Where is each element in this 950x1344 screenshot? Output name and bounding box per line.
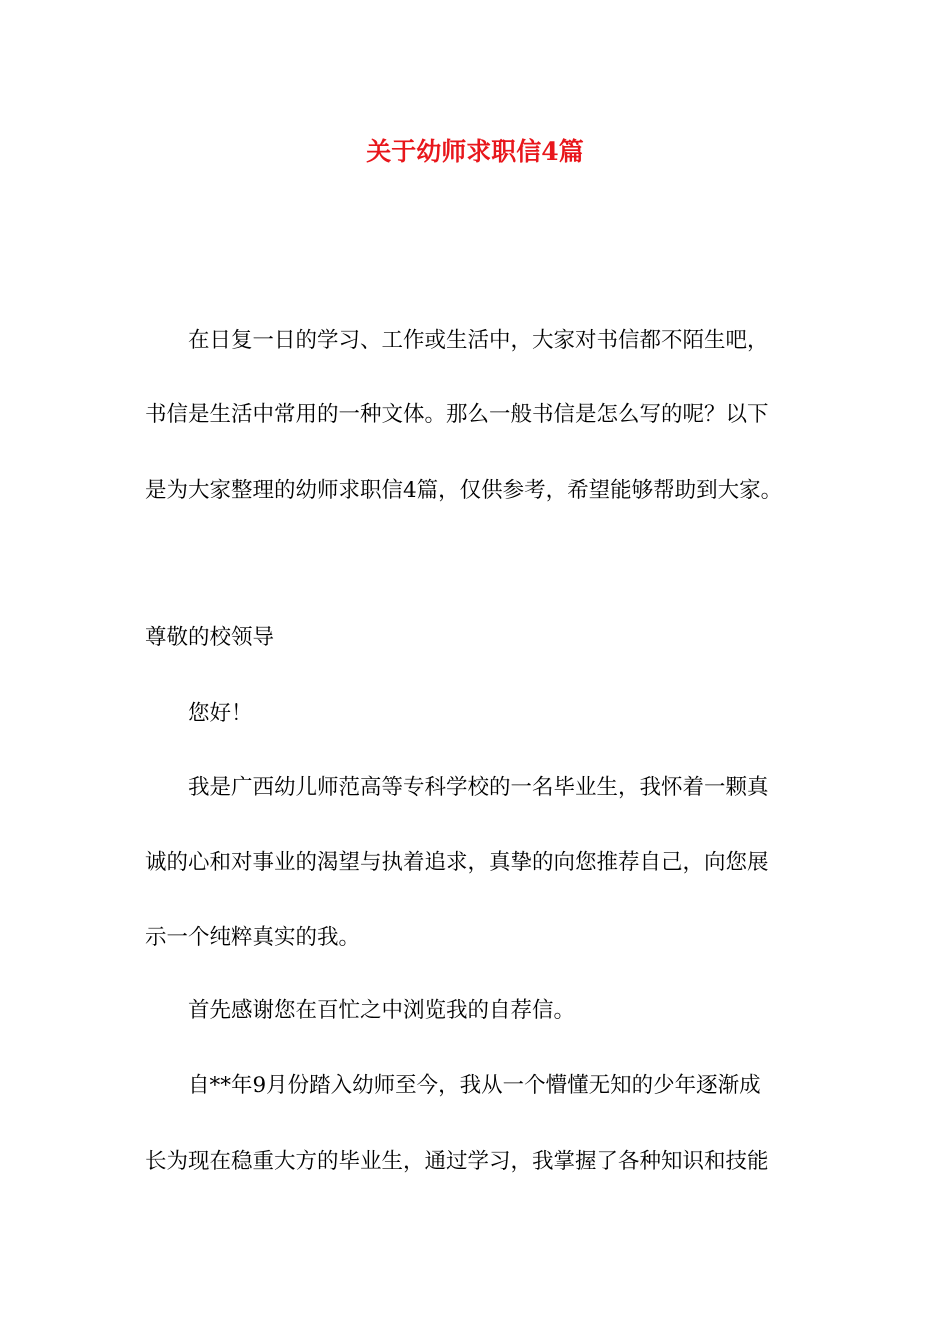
document-title: 关于幼师求职信4篇	[366, 137, 584, 166]
body-line-4: 首先感谢您在百忙之中浏览我的自荐信。	[188, 998, 576, 1023]
body-line-1: 我是广西幼儿师范高等专科学校的一名毕业生，我怀着一颗真	[188, 775, 769, 800]
intro-line-2: 书信是生活中常用的一种文体。那么一般书信是怎么写的呢？以下	[145, 402, 769, 427]
body-line-2: 诚的心和对事业的渴望与执着追求，真挚的向您推荐自己，向您展	[145, 850, 769, 875]
intro-line-1: 在日复一日的学习、工作或生活中，大家对书信都不陌生吧，	[188, 328, 769, 353]
body-line-6: 长为现在稳重大方的毕业生，通过学习，我掌握了各种知识和技能	[145, 1149, 769, 1174]
intro-line-3: 是为大家整理的幼师求职信4篇，仅供参考，希望能够帮助到大家。	[145, 478, 783, 503]
salutation: 尊敬的校领导	[145, 625, 275, 650]
greeting: 您好！	[188, 701, 253, 726]
body-line-3: 示一个纯粹真实的我。	[145, 925, 361, 950]
body-line-5: 自**年9月份踏入幼师至今，我从一个懵懂无知的少年逐渐成	[188, 1073, 761, 1098]
